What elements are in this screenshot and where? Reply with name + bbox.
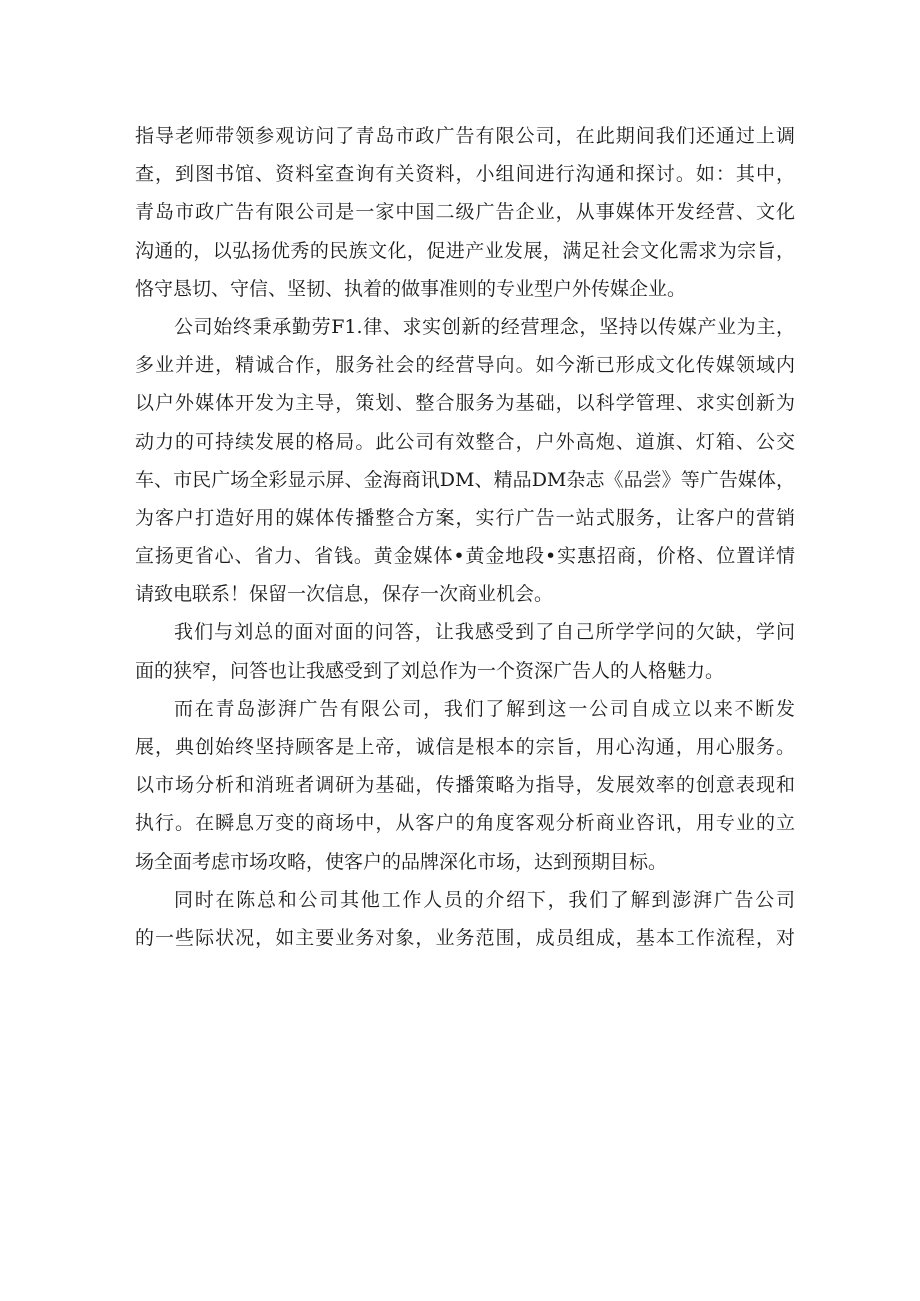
text-line: 车、市民广场全彩显示屏、金海商讯DM、精品DM杂志《品尝》等广告媒体， bbox=[135, 468, 795, 491]
text-line: 为客户打造好用的媒体传播整合方案，实行广告一站式服务，让客户的营销 bbox=[135, 506, 795, 529]
text-line: 以市场分析和消班者调研为基础，传播策略为指导，发展效率的创意表现和 bbox=[135, 774, 795, 797]
text-line: 查，到图书馆、资料室查询有关资料，小组间进行沟通和探讨。如：其中， bbox=[135, 163, 795, 186]
text-line: 恪守恳切、守信、坚韧、执着的做事准则的专业型户外传媒企业。 bbox=[135, 277, 687, 300]
paragraph-first-line: 公司始终秉承勤劳F1.律、求实创新的经营理念，坚持以传媒产业为主， bbox=[174, 315, 795, 338]
document-body bbox=[135, 117, 795, 957]
text-line: 多业并进，精诚合作，服务社会的经营导向。如今渐已形成文化传媒领域内 bbox=[135, 354, 795, 377]
text-line: 沟通的，以弘扬优秀的民族文化，促进产业发展，满足社会文化需求为宗旨， bbox=[135, 239, 795, 262]
text-line: 面的狭窄，问答也让我感受到了刘总作为一个资深广告人的人格魅力。 bbox=[135, 659, 725, 682]
text-line: 青岛市政广告有限公司是一家中国二级广告企业，从事媒体开发经营、文化 bbox=[135, 201, 795, 224]
text-line: 请致电联系！保留一次信息，保存一次商业机会。 bbox=[135, 583, 554, 606]
paragraph-first-line: 同时在陈总和公司其他工作人员的介绍下，我们了解到澎湃广告公司 bbox=[174, 888, 795, 911]
text-line: 执行。在瞬息万变的商场中，从客户的角度客观分析商业咨讯，用专业的立 bbox=[135, 812, 795, 835]
text-line: 指导老师带领参观访问了青岛市政广告有限公司，在此期间我们还通过上调 bbox=[135, 125, 795, 147]
text-line: 场全面考虑市场攻略，使客户的品牌深化市场，达到预期目标。 bbox=[135, 850, 668, 873]
text-line: 的一些际状况，如主要业务对象，业务范围，成员组成，基本工作流程，对 bbox=[135, 926, 795, 949]
text-line: 宣扬更省心、省力、省钱。黄金媒体•黄金地段•实惠招商，价格、位置详情 bbox=[135, 545, 795, 568]
text-line: 以户外媒体开发为主导，策划、整合服务为基础，以科学管理、求实创新为 bbox=[135, 392, 795, 415]
paragraph-first-line: 我们与刘总的面对面的问答，让我感受到了自己所学学问的欠缺，学问 bbox=[174, 621, 795, 644]
paragraph-first-line: 而在青岛澎湃广告有限公司，我们了解到这一公司自成立以来不断发 bbox=[174, 697, 795, 720]
text-line: 动力的可持续发展的格局。此公司有效整合，户外高炮、道旗、灯箱、公交 bbox=[135, 430, 795, 453]
text-line: 展，典创始终坚持顾客是上帝，诚信是根本的宗旨，用心沟通，用心服务。 bbox=[135, 736, 795, 758]
